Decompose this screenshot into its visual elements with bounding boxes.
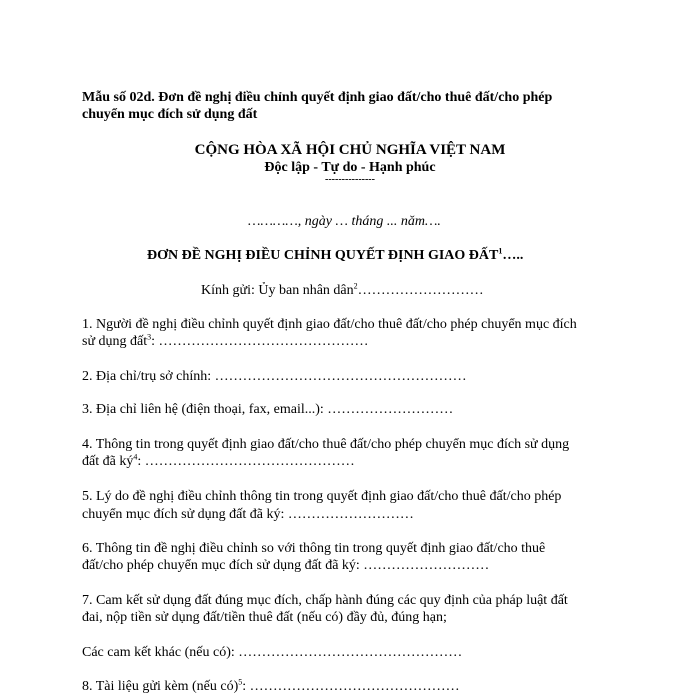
footnote-ref-3: 3 — [147, 332, 152, 342]
date-line: …………, ngày … tháng ... năm…. — [248, 214, 441, 229]
item-4-text: đất đã ký — [82, 454, 134, 469]
recipient-blank: ……………………… — [357, 283, 484, 298]
item-8-blank: : ……………………………………… — [242, 679, 460, 694]
item-5-line-1: 5. Lý do đề nghị điều chỉnh thông tin trong quyết định giao đất/cho thuê đất/cho phép — [82, 489, 562, 504]
item-4-line-2 — [82, 453, 355, 471]
footnote-ref-1: 1 — [498, 246, 503, 256]
item-8 — [82, 678, 460, 696]
item-8-text: 8. Tài liệu gửi kèm (nếu có) — [82, 679, 239, 694]
footnote-ref-4: 4 — [133, 452, 138, 462]
item-1-text: sử dụng đất — [82, 334, 148, 349]
document-title-text: ĐƠN ĐỀ NGHỊ ĐIỀU CHỈNH QUYẾT ĐỊNH GIAO ĐẤT — [147, 248, 499, 263]
item-7-line-2: đai, nộp tiền sử dụng đất/tiền thuê đất (nếu có) đầy đủ, đúng hạn; — [82, 610, 447, 625]
item-1-line-1: 1. Người đề nghị điều chỉnh quyết định giao đất/cho thuê đất/cho phép chuyển mục đích — [82, 317, 577, 332]
document-title — [147, 247, 523, 265]
document-title-tail: ….. — [502, 248, 524, 263]
item-7-line-1: 7. Cam kết sử dụng đất đúng mục đích, chấp hành đúng các quy định của pháp luật đất — [82, 593, 568, 608]
header-divider: --------------- — [325, 174, 375, 185]
item-2: 2. Địa chỉ/trụ sở chính: ……………………………………………… — [82, 369, 467, 384]
item-3: 3. Địa chỉ liên hệ (điện thoại, fax, email...): ……………………… — [82, 402, 454, 417]
item-1-line-2 — [82, 333, 369, 351]
item-6-line-2: đất/cho phép chuyển mục đích sử dụng đất đã ký: ……………………… — [82, 558, 490, 573]
motto: Độc lập - Tự do - Hạnh phúc — [264, 160, 436, 175]
recipient-text: Kính gửi: Ủy ban nhân dân — [201, 283, 354, 298]
item-6-line-1: 6. Thông tin đề nghị điều chỉnh so với thông tin trong quyết định giao đất/cho thuê — [82, 541, 546, 556]
item-4-line-1: 4. Thông tin trong quyết định giao đất/cho thuê đất/cho phép chuyển mục đích sử dụng — [82, 437, 570, 452]
recipient-line — [201, 282, 484, 300]
item-4-blank: : ……………………………………… — [137, 454, 355, 469]
footnote-ref-2: 2 — [353, 281, 358, 291]
form-code-title-continued: chuyển mục đích sử dụng đất — [82, 107, 258, 122]
item-1-blank: : ……………………………………… — [151, 334, 369, 349]
other-commitments: Các cam kết khác (nếu có): ………………………………………… — [82, 645, 463, 660]
form-code-title: Mẫu số 02d. Đơn đề nghị điều chỉnh quyết định giao đất/cho thuê đất/cho phép — [82, 90, 553, 105]
item-5-line-2: chuyển mục đích sử dụng đất đã ký: ……………………… — [82, 507, 414, 522]
nation-header: CỘNG HÒA XÃ HỘI CHỦ NGHĨA VIỆT NAM — [194, 142, 506, 158]
footnote-ref-5: 5 — [238, 677, 243, 687]
